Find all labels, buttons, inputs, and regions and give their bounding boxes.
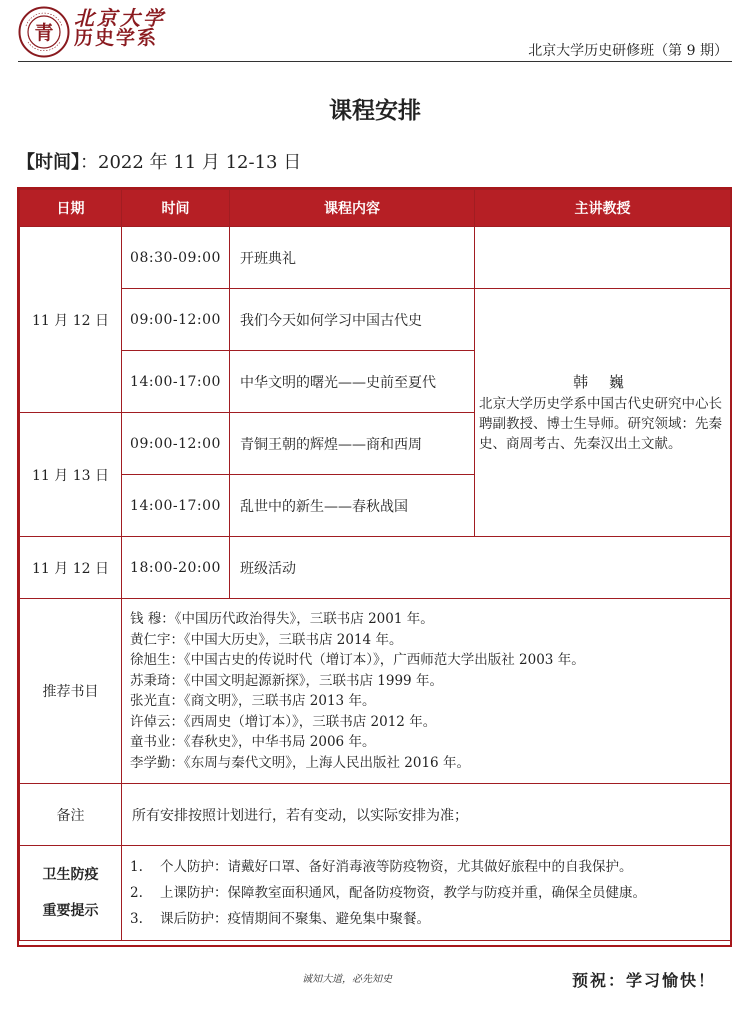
note-row	[20, 784, 731, 846]
tip-number: 2.	[130, 885, 143, 901]
teacher-empty-cell	[475, 227, 731, 289]
header-divider	[18, 61, 732, 62]
course-cell: 班级活动	[230, 537, 731, 599]
table-row	[20, 289, 731, 351]
time-cell: 14:00-17:00	[122, 351, 230, 413]
health-label-line-2: 重要提示	[42, 903, 99, 919]
schedule-time	[17, 148, 301, 174]
course-cell: 中华文明的曙光——史前至夏代	[230, 351, 475, 413]
time-cell: 14:00-17:00	[122, 475, 230, 537]
health-tip	[130, 880, 722, 906]
health-tip	[130, 906, 722, 932]
page-title: 课程安排	[329, 98, 421, 124]
course-cell: 青铜王朝的辉煌——商和西周	[230, 413, 475, 475]
teacher-cell	[475, 289, 731, 537]
health-label-line-1: 卫生防疫	[42, 867, 99, 883]
book-item: 黄仁宇：《中国大历史》，三联书店 2014 年。	[130, 631, 403, 648]
footer-wish: 预祝：学习愉快！	[571, 971, 716, 990]
tip-text: 课后防护：疫情期间不聚集、避免集中聚餐。	[160, 911, 430, 927]
table-row	[20, 227, 731, 289]
book-item: 钱 穆：《中国历代政治得失》，三联书店 2001 年。	[130, 611, 434, 627]
program-name: 北京大学历史研修班（第 9 期）	[528, 43, 728, 59]
book-item: 张光直：《商文明》，三联书店 2013 年。	[130, 693, 376, 709]
page-header	[0, 0, 750, 64]
teacher-bio: 北京大学历史学系中国古代史研究中心长聘副教授、博士生导师。研究领域：先秦史、商周考古、先秦汉出土文献。	[479, 395, 722, 452]
book-item: 李学勤：《东周与秦代文明》，上海人民出版社 2016 年。	[130, 754, 470, 771]
footer-motto: 诚知大道，必先知史	[302, 974, 392, 985]
department-logo-text	[74, 8, 166, 48]
course-cell: 我们今天如何学习中国古代史	[230, 289, 475, 351]
time-cell: 09:00-12:00	[122, 413, 230, 475]
tip-text: 上课防护：保障教室面积通风，配备防疫物资，教学与防疫并重，确保全员健康。	[160, 885, 646, 901]
books-row	[20, 599, 731, 784]
tip-text: 个人防护：请戴好口罩、备好消毒液等防疫物资，尤其做好旅程中的自我保护。	[160, 859, 633, 875]
book-item: 徐旭生：《中国古史的传说时代（增订本）》，广西师范大学出版社 2003 年。	[130, 652, 585, 668]
teacher-name: 韩 巍	[573, 372, 632, 391]
table-row	[20, 537, 731, 599]
header-teacher: 主讲教授	[475, 190, 731, 227]
note-label: 备注	[20, 784, 122, 846]
header-date: 日期	[20, 190, 122, 227]
time-cell: 18:00-20:00	[122, 537, 230, 599]
logo-university-name: 北京大学	[74, 6, 166, 30]
schedule-table	[19, 189, 731, 941]
course-cell: 乱世中的新生——春秋战国	[230, 475, 475, 537]
note-text: 所有安排按照计划进行，若有变动，以实际安排为准；	[122, 784, 731, 846]
books-list	[122, 599, 731, 784]
time-value: ：2022 年 11 月 12-13 日	[80, 152, 302, 173]
book-item: 苏秉琦：《中国文明起源新探》，三联书店 1999 年。	[130, 672, 443, 689]
time-cell: 08:30-09:00	[122, 227, 230, 289]
tip-number: 1.	[130, 859, 143, 875]
book-item: 童书业：《春秋史》，中华书局 2006 年。	[130, 734, 376, 750]
time-label: 【时间】	[17, 152, 80, 173]
book-item: 许倬云：《西周史（增订本）》，三联书店 2012 年。	[130, 713, 437, 730]
books-label: 推荐书目	[20, 599, 122, 784]
header-time: 时间	[122, 190, 230, 227]
time-cell: 09:00-12:00	[122, 289, 230, 351]
logo-department-name: 历史学系	[74, 27, 159, 49]
schedule-table-frame	[17, 187, 732, 947]
date-cell: 11 月 12 日	[20, 537, 122, 599]
pku-history-seal-icon	[18, 6, 70, 58]
svg-text:青: 青	[34, 22, 54, 44]
health-tip	[130, 854, 722, 880]
table-header-row	[20, 190, 731, 227]
health-label	[20, 846, 122, 941]
date-cell: 11 月 12 日	[20, 227, 122, 413]
tip-number: 3.	[130, 911, 143, 927]
health-tips	[122, 846, 731, 941]
date-cell: 11 月 13 日	[20, 413, 122, 537]
header-content: 课程内容	[230, 190, 475, 227]
course-cell: 开班典礼	[230, 227, 475, 289]
health-row	[20, 846, 731, 941]
